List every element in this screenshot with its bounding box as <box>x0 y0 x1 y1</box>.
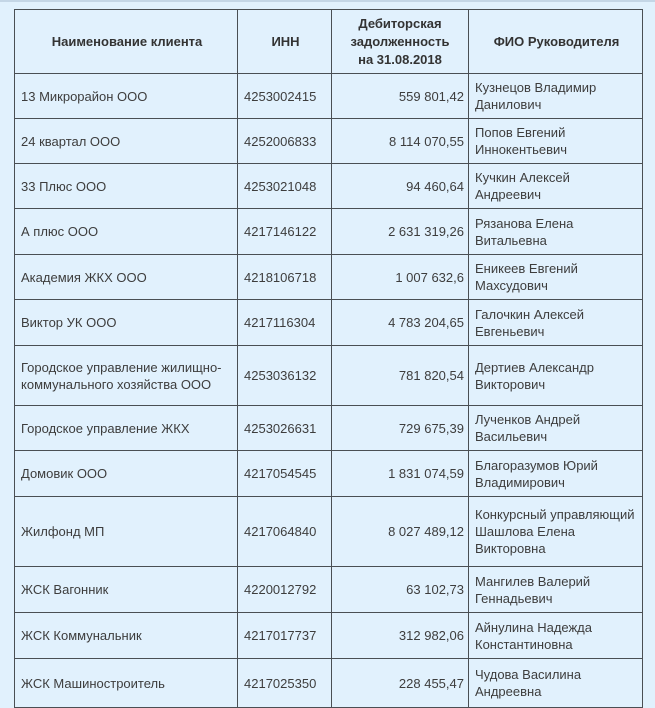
director-cell: Благоразумов Юрий Владимирович <box>469 451 643 497</box>
header-row <box>15 10 643 74</box>
client-name-cell: Жилфонд МП <box>15 497 238 567</box>
table-row <box>15 497 643 567</box>
director-cell: Еникеев Евгений Махсудович <box>469 255 643 300</box>
director-cell: Конкурсный управляющий Шашлова Елена Викторовна <box>469 497 643 567</box>
inn-cell: 4253021048 <box>238 164 332 209</box>
table-row <box>15 164 643 209</box>
debtors-table <box>14 9 643 708</box>
client-name-cell: Академия ЖКХ ООО <box>15 255 238 300</box>
header-client-name: Наименование клиента <box>15 10 238 74</box>
inn-cell: 4252006833 <box>238 119 332 164</box>
header-director: ФИО Руководителя <box>469 10 643 74</box>
debt-cell: 729 675,39 <box>332 406 469 451</box>
client-name-cell: Городское управление жилищно-коммунального хозяйства ООО <box>15 346 238 406</box>
top-divider <box>0 0 655 2</box>
director-cell: Айнулина Надежда Константиновна <box>469 613 643 659</box>
header-inn: ИНН <box>238 10 332 74</box>
client-name-cell: Городское управление ЖКХ <box>15 406 238 451</box>
inn-cell: 4220012792 <box>238 567 332 613</box>
table-row <box>15 74 643 119</box>
client-name-cell: ЖСК Коммунальник <box>15 613 238 659</box>
client-name-cell: 24 квартал ООО <box>15 119 238 164</box>
client-name-cell: ЖСК Машиностроитель <box>15 659 238 708</box>
debt-cell: 8 114 070,55 <box>332 119 469 164</box>
table-row <box>15 613 643 659</box>
inn-cell: 4217064840 <box>238 497 332 567</box>
inn-cell: 4217146122 <box>238 209 332 255</box>
inn-cell: 4253036132 <box>238 346 332 406</box>
table-row <box>15 451 643 497</box>
client-name-cell: 33 Плюс ООО <box>15 164 238 209</box>
inn-cell: 4253002415 <box>238 74 332 119</box>
director-cell: Чудова Василина Андреевна <box>469 659 643 708</box>
director-cell: Рязанова Елена Витальевна <box>469 209 643 255</box>
debt-cell: 228 455,47 <box>332 659 469 708</box>
debt-cell: 2 631 319,26 <box>332 209 469 255</box>
table-row <box>15 255 643 300</box>
header-debt: Дебиторская задолженность на 31.08.2018 <box>332 10 469 74</box>
inn-cell: 4217054545 <box>238 451 332 497</box>
table-row <box>15 659 643 708</box>
inn-cell: 4217116304 <box>238 300 332 346</box>
table-row <box>15 406 643 451</box>
director-cell: Попов Евгений Иннокентьевич <box>469 119 643 164</box>
client-name-cell: А плюс ООО <box>15 209 238 255</box>
debt-cell: 1 831 074,59 <box>332 451 469 497</box>
director-cell: Кузнецов Владимир Данилович <box>469 74 643 119</box>
debt-cell: 559 801,42 <box>332 74 469 119</box>
inn-cell: 4218106718 <box>238 255 332 300</box>
debt-cell: 4 783 204,65 <box>332 300 469 346</box>
client-name-cell: Виктор УК ООО <box>15 300 238 346</box>
debt-cell: 63 102,73 <box>332 567 469 613</box>
table-row <box>15 209 643 255</box>
director-cell: Кучкин Алексей Андреевич <box>469 164 643 209</box>
director-cell: Лученков Андрей Васильевич <box>469 406 643 451</box>
client-name-cell: 13 Микрорайон ООО <box>15 74 238 119</box>
debt-cell: 1 007 632,6 <box>332 255 469 300</box>
debt-cell: 312 982,06 <box>332 613 469 659</box>
table-row <box>15 119 643 164</box>
director-cell: Мангилев Валерий Геннадьевич <box>469 567 643 613</box>
inn-cell: 4217025350 <box>238 659 332 708</box>
director-cell: Галочкин Алексей Евгеньевич <box>469 300 643 346</box>
director-cell: Дертиев Александр Викторович <box>469 346 643 406</box>
client-name-cell: Домовик ООО <box>15 451 238 497</box>
inn-cell: 4217017737 <box>238 613 332 659</box>
client-name-cell: ЖСК Вагонник <box>15 567 238 613</box>
debt-cell: 94 460,64 <box>332 164 469 209</box>
table-row <box>15 567 643 613</box>
table-row <box>15 300 643 346</box>
debt-cell: 781 820,54 <box>332 346 469 406</box>
inn-cell: 4253026631 <box>238 406 332 451</box>
table-row <box>15 346 643 406</box>
debt-cell: 8 027 489,12 <box>332 497 469 567</box>
